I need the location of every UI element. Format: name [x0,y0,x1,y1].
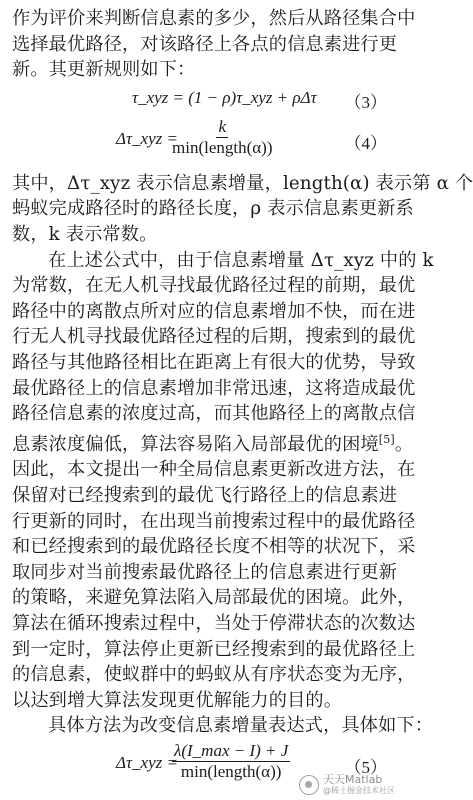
text-line: 最优路径上的信息素增加非常迅速，这将造成最优 [12,377,416,399]
text-span: 。 [394,433,414,455]
text-line: 选择最优路径，对该路径上各点的信息素进行更 [12,33,398,55]
watermark-title: 天天Matlab [323,773,383,786]
text-line: 路径信息素的浓度过高，而其他路径上的离散点信 [12,403,416,425]
text-line: 因此，本文提出一种全局信息素更新改进方法，在 [12,459,416,481]
text-line: 以达到增大算法发现更优解能力的目的。 [12,689,343,711]
watermark [299,774,395,796]
equation-3-number: （3） [344,92,387,112]
text-line: 具体方法为改变信息素增量表达式，具体如下： [48,715,434,737]
equation-3 [12,87,395,113]
text-line: 数，k 表示常数。 [12,223,158,245]
text-line: 行更新的同时，在出现当前搜索过程中的最优路径 [12,510,416,532]
equation-4-number: （4） [344,133,387,153]
equation-4-lhs: Δτ_xyz = [116,128,178,148]
text-line: 保留对已经搜索到的最优飞行路径上的信息素进 [12,484,398,506]
text-line: 为常数，在无人机寻找最优路径过程的前期，最优 [12,275,416,297]
text-line: 蚂蚁完成路径时的路径长度，ρ 表示信息素更新系 [12,198,414,220]
equation-4-fraction [172,117,273,158]
text-line: 到一定时，算法停止更新已经搜索到的最优路径上 [12,638,416,660]
text-line: 和已经搜索到的最优路径长度不相等的状况下，采 [12,536,416,558]
equation-5-numerator: λ(I_max − I) + J [174,740,289,760]
equation-5-number: （5） [344,757,387,777]
text-line: 新。其更新规则如下： [12,59,196,81]
equation-3-body: τ_xyz = (1 − ρ)τ_xyz + ρΔτ [132,87,317,107]
equation-5-fraction [172,741,290,782]
citation: [5] [378,432,395,446]
text-line: 行无人机寻找最优路径过程的后期，搜索到的最优 [12,326,416,348]
text-span: 息素浓度偏低，算法容易陷入局部最优的困境 [12,433,379,455]
text-line: 算法在循环搜索过程中，当处于停滞状态的次数达 [12,612,416,634]
text-line: 路径与其他路径相比在距离上有很大的优势，导致 [12,351,416,373]
text-line: 取同步对当前搜索最优路径上的信息素进行更新 [12,561,398,583]
text-line: 的信息素，使蚁群中的蚂蚁从有序状态变为无序， [12,664,416,686]
wechat-logo-icon [299,775,319,795]
text-line: 其中，Δτ_xyz 表示信息素增量，length(α) 表示第 α 个 [12,172,473,194]
text-line: 路径中的离散点所对应的信息素增加不快，而在进 [12,300,416,322]
watermark-subtitle: @稀土掘金技术社区 [323,786,395,795]
text-line: 作为评价来判断信息素的多少，然后从路径集合中 [12,8,416,29]
equation-4-denominator: min(length(α)) [172,137,273,157]
equation-4-numerator: k [218,116,227,136]
equation-5-lhs: Δτ_xyz = [116,752,178,772]
equation-5-denominator: min(length(α)) [180,761,282,781]
equation-4 [12,117,395,165]
text-line: 的策略，来避免算法陷入局部最优的困境。此外， [12,587,416,609]
text-line-with-citation [12,427,414,458]
text-line: 在上述公式中，由于信息素增量 Δτ_xyz 中的 k [48,249,434,271]
